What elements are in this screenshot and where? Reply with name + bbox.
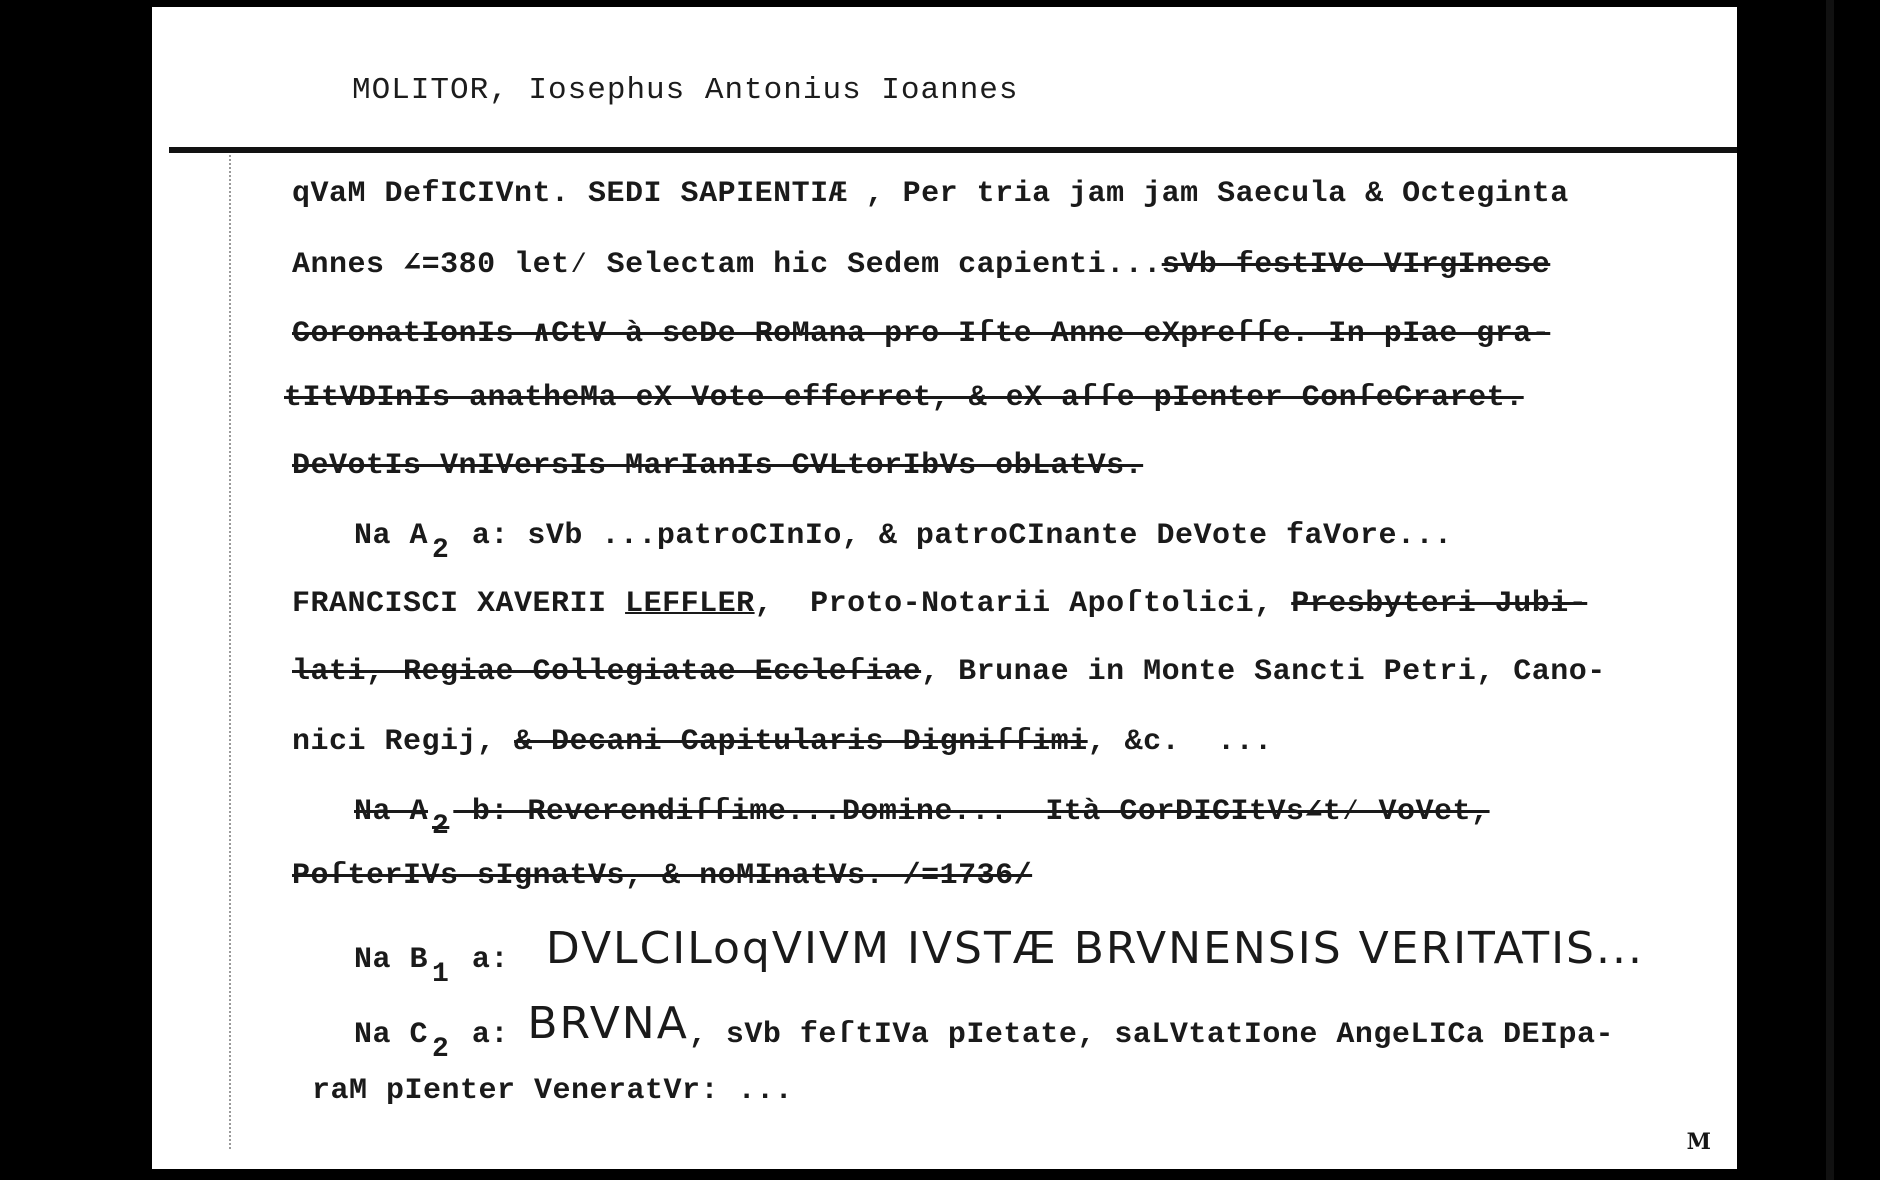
underlined-name: LEFFLER bbox=[625, 587, 755, 621]
text-line-2-a: Annes ∠=380 let⁄ Selectam hic Sedem capienti... bbox=[292, 248, 1162, 282]
card-heading: MOLITOR, Iosephus Antonius Ioannes bbox=[352, 73, 1019, 108]
text-line-2 bbox=[292, 245, 1550, 282]
text-line-9 bbox=[292, 725, 1273, 759]
entry-subscript: 2 bbox=[432, 1034, 450, 1065]
corner-mark: M bbox=[1686, 1129, 1711, 1155]
text-line-14: raM pIenter VeneratVr: ... bbox=[312, 1074, 794, 1108]
text-line-7-struck: Presbyteri Jubi- bbox=[1291, 587, 1588, 621]
text-line-9-struck: & Decani Capitularis Digniſſimi bbox=[514, 725, 1088, 759]
entry-label: Na B bbox=[354, 943, 429, 977]
entry-label: Na A bbox=[354, 519, 429, 553]
entry-label: Na A bbox=[354, 795, 429, 829]
text-line-6 bbox=[354, 519, 1453, 566]
text-line-8-struck: lati, Regiae Collegiatae Eccleſiae bbox=[292, 655, 922, 689]
text-line-9-a: nici Regij, bbox=[292, 725, 515, 759]
text-line-5: DeVotIs VnIVersIs MarIanIs CVLtorIbVs obLatVs. bbox=[292, 449, 1144, 483]
entry-text: a: bbox=[453, 1018, 528, 1052]
text-line-7 bbox=[292, 587, 1587, 621]
text-line-13 bbox=[354, 998, 1614, 1065]
text-line-11: PoſterIVs sIgnatVs, & noMInatVs. /=1736/ bbox=[292, 859, 1033, 893]
text-line-8 bbox=[292, 655, 1606, 689]
text-line-3: CoronatIonIs ∧CtV à seDe RoMana pro Iſte Anne eXpreſſe. In pIae gra- bbox=[292, 317, 1551, 351]
text-line-1: qVaM DefICIVnt. SEDI SAPIENTIÆ , Per tria jam jam Saecula & Octeginta bbox=[292, 177, 1569, 211]
entry-text: a: bbox=[453, 943, 546, 977]
text-line-7-a: FRANCISCI XAVERII bbox=[292, 587, 626, 621]
text-line-10 bbox=[354, 792, 1490, 842]
text-line-8-b: , Brunae in Monte Sancti Petri, Cano- bbox=[921, 655, 1606, 689]
text-line-4: tItVDInIs anatheMa eX Vote efferret, & eX aſſe pIenter ConſeCraret. bbox=[284, 381, 1524, 415]
entry-rest: , sVb feſtIVa pIetate, saLVtatIone AngeLICa DEIpa- bbox=[688, 1018, 1614, 1052]
entry-text: a: sVb ...patroCInIo, & patroCInante DeVote faVore... bbox=[453, 519, 1453, 553]
scan-edge bbox=[1826, 0, 1834, 1180]
entry-label: Na C bbox=[354, 1018, 429, 1052]
handwritten-title: DVLCILoqVIVM IVSTÆ BRVNENSIS VERITATIS... bbox=[545, 923, 1644, 974]
text-line-2-struck: sVb festIVe VIrgInese bbox=[1161, 248, 1551, 282]
entry-subscript: 1 bbox=[432, 959, 450, 990]
heading-rule bbox=[169, 147, 1737, 153]
margin-line bbox=[229, 155, 231, 1149]
text-line-12 bbox=[354, 923, 1644, 990]
entry-subscript: 2 bbox=[432, 811, 450, 842]
handwritten-word: BRVNA bbox=[527, 998, 689, 1049]
entry-subscript: 2 bbox=[432, 535, 450, 566]
entry-text: b: Reverendiſſime...Domine... Ità CorDICItVs∠t⁄ VoVet, bbox=[453, 795, 1490, 829]
text-line-9-c: , &c. ... bbox=[1087, 725, 1273, 759]
text-line-7-c: , Proto-Notarii Apoſtolici, bbox=[754, 587, 1292, 621]
catalog-card bbox=[152, 7, 1737, 1169]
